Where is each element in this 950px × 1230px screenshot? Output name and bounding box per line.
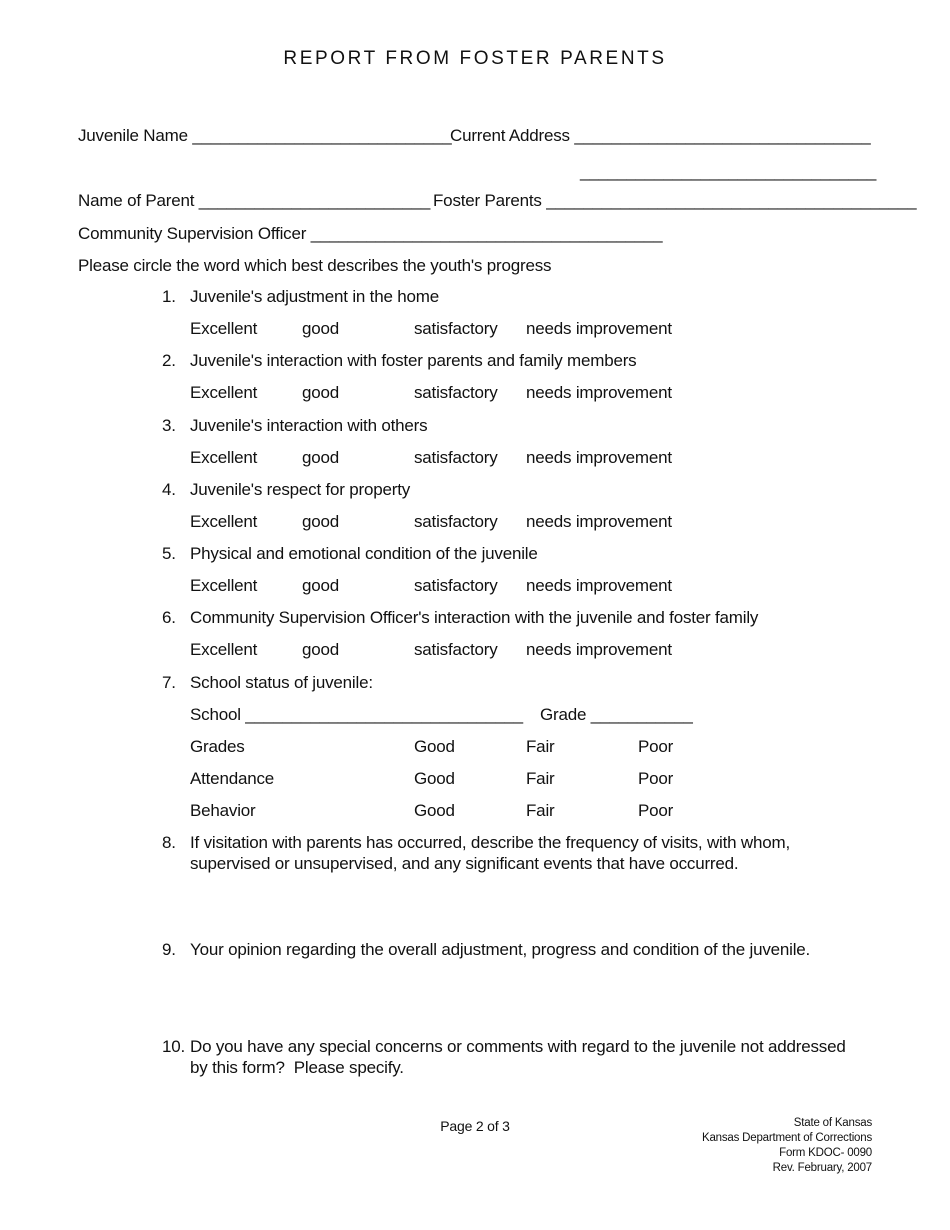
- item-number: 7.: [162, 673, 176, 692]
- footer-form-number: Form KDOC- 0090: [779, 1147, 872, 1159]
- question-text-cont: by this form? Please specify.: [190, 1058, 404, 1077]
- instruction-text: Please circle the word which best describes the youth's progress: [78, 256, 552, 275]
- rating-option-needs-improvement[interactable]: needs improvement: [526, 319, 672, 338]
- question-text: Your opinion regarding the overall adjustment, progress and condition of the juvenile.: [190, 940, 811, 959]
- rating-option-satisfactory[interactable]: satisfactory: [414, 576, 498, 595]
- item-number: 10.: [162, 1037, 186, 1056]
- rating-option-excellent[interactable]: Excellent: [190, 383, 258, 402]
- rating-option-needs-improvement[interactable]: needs improvement: [526, 640, 672, 659]
- question-text-cont: supervised or unsupervised, and any significant events that have occurred.: [190, 854, 739, 873]
- page-number: Page 2 of 3: [440, 1118, 510, 1134]
- item-number: 2.: [162, 351, 176, 370]
- school-status-question: School status of juvenile:: [190, 673, 373, 692]
- rating-option-satisfactory[interactable]: satisfactory: [414, 383, 498, 402]
- question-text: Juvenile's interaction with foster parents and family members: [190, 351, 637, 370]
- item-number: 8.: [162, 833, 176, 852]
- school-row-label: Behavior: [190, 801, 256, 820]
- school-option-good[interactable]: Good: [414, 737, 455, 756]
- current-address-field[interactable]: Current Address ________________________________: [450, 126, 871, 145]
- item-number: 5.: [162, 544, 176, 563]
- rating-option-good[interactable]: good: [302, 383, 340, 402]
- rating-option-good[interactable]: good: [302, 512, 340, 531]
- juvenile-name-field[interactable]: Juvenile Name ____________________________: [78, 126, 452, 145]
- school-option-fair[interactable]: Fair: [526, 737, 555, 756]
- question-text: Community Supervision Officer's interaction with the juvenile and foster family: [190, 608, 759, 627]
- school-row-label: Grades: [190, 737, 245, 756]
- item-number: 6.: [162, 608, 176, 627]
- rating-option-good[interactable]: good: [302, 576, 340, 595]
- page-title: REPORT FROM FOSTER PARENTS: [283, 48, 667, 69]
- rating-option-satisfactory[interactable]: satisfactory: [414, 512, 498, 531]
- question-text: Juvenile's respect for property: [190, 480, 411, 499]
- question-text: Juvenile's adjustment in the home: [190, 287, 439, 306]
- rating-option-needs-improvement[interactable]: needs improvement: [526, 576, 672, 595]
- school-option-poor[interactable]: Poor: [638, 769, 674, 788]
- rating-option-satisfactory[interactable]: satisfactory: [414, 319, 498, 338]
- rating-option-good[interactable]: good: [302, 319, 340, 338]
- rating-option-satisfactory[interactable]: satisfactory: [414, 640, 498, 659]
- school-option-good[interactable]: Good: [414, 801, 455, 820]
- item-number: 9.: [162, 940, 176, 959]
- rating-option-satisfactory[interactable]: satisfactory: [414, 448, 498, 467]
- rating-option-needs-improvement[interactable]: needs improvement: [526, 512, 672, 531]
- rating-option-excellent[interactable]: Excellent: [190, 319, 258, 338]
- school-row-label: Attendance: [190, 769, 275, 788]
- rating-option-good[interactable]: good: [302, 448, 340, 467]
- rating-option-needs-improvement[interactable]: needs improvement: [526, 383, 672, 402]
- school-option-fair[interactable]: Fair: [526, 769, 555, 788]
- foster-parents-field[interactable]: Foster Parents ________________________________________: [433, 191, 917, 210]
- question-text: If visitation with parents has occurred, describe the frequency of visits, with whom,: [190, 833, 790, 852]
- footer-state: State of Kansas: [793, 1117, 872, 1129]
- footer-department: Kansas Department of Corrections: [701, 1132, 872, 1144]
- item-number: 1.: [162, 287, 176, 306]
- school-option-fair[interactable]: Fair: [526, 801, 555, 820]
- rating-option-excellent[interactable]: Excellent: [190, 640, 258, 659]
- cso-field[interactable]: Community Supervision Officer ______________________________________: [78, 224, 663, 243]
- rating-option-excellent[interactable]: Excellent: [190, 576, 258, 595]
- rating-option-good[interactable]: good: [302, 640, 340, 659]
- question-text: Do you have any special concerns or comments with regard to the juvenile not addressed: [190, 1037, 846, 1056]
- school-name-field[interactable]: School ______________________________: [190, 705, 523, 724]
- footer-revision: Rev. February, 2007: [772, 1162, 872, 1174]
- item-number: 4.: [162, 480, 176, 499]
- item-number: 3.: [162, 416, 176, 435]
- current-address-line2[interactable]: ________________________________: [580, 162, 877, 181]
- question-text: Physical and emotional condition of the juvenile: [190, 544, 538, 563]
- school-option-good[interactable]: Good: [414, 769, 455, 788]
- grade-level-field[interactable]: Grade ___________: [540, 705, 693, 724]
- rating-option-excellent[interactable]: Excellent: [190, 512, 258, 531]
- school-option-poor[interactable]: Poor: [638, 737, 674, 756]
- question-text: Juvenile's interaction with others: [190, 416, 428, 435]
- rating-option-needs-improvement[interactable]: needs improvement: [526, 448, 672, 467]
- school-option-poor[interactable]: Poor: [638, 801, 674, 820]
- name-of-parent-field[interactable]: Name of Parent _________________________: [78, 191, 431, 210]
- rating-option-excellent[interactable]: Excellent: [190, 448, 258, 467]
